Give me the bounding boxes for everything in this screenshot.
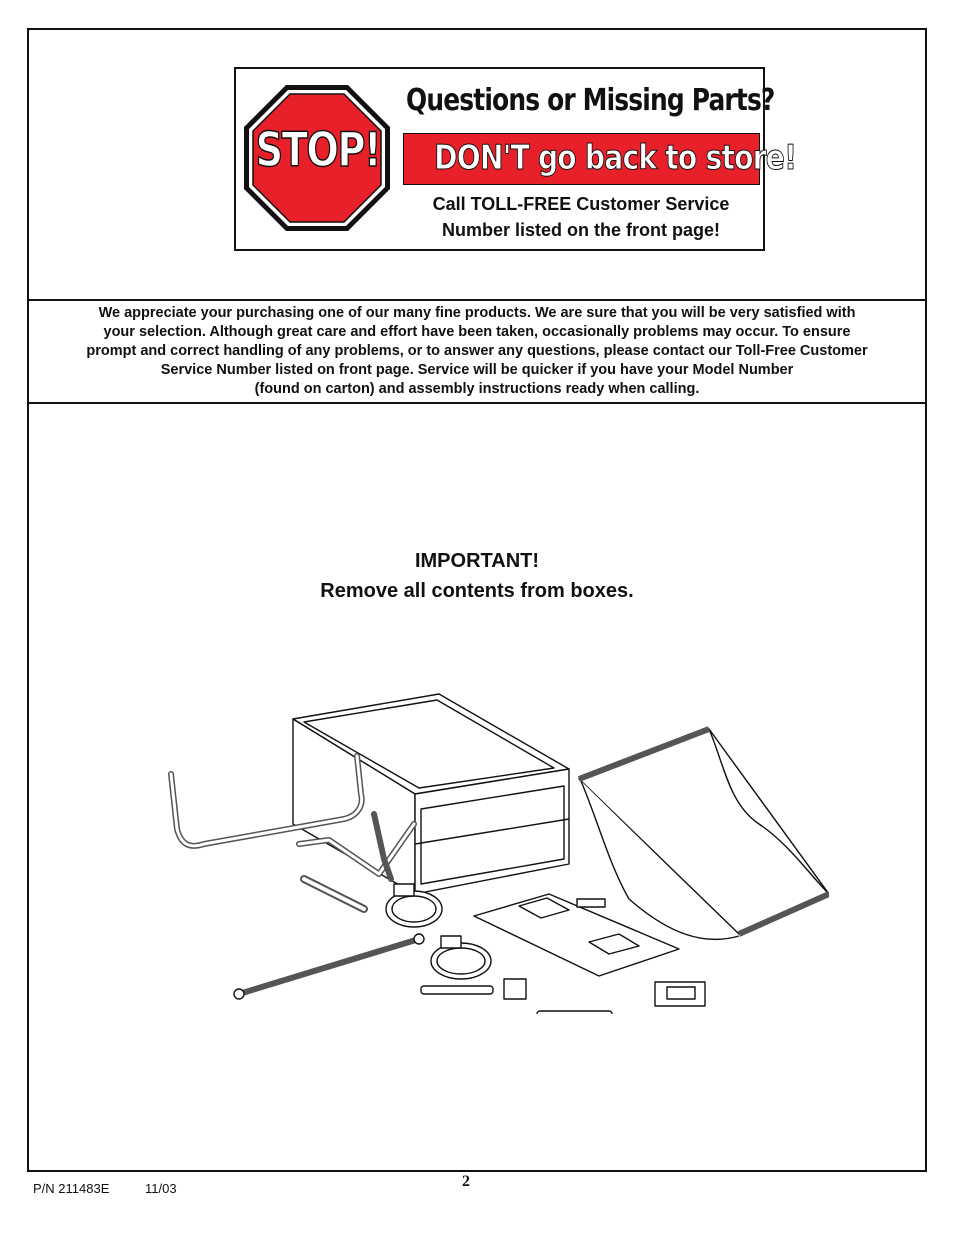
appreciation-line: (found on carton) and assembly instructions ready when calling.: [254, 381, 700, 397]
revision-date: 11/03: [145, 1181, 177, 1196]
important-subtitle: Remove all contents from boxes.: [320, 580, 634, 602]
appreciation-line: Service Number listed on front page. Service will be quicker if you have your Model Number: [160, 362, 794, 378]
appreciation-line: prompt and correct handling of any problems, or to answer any questions, please contact our Toll-Free Customer: [86, 343, 868, 359]
appreciation-line: your selection. Although great care and effort have been taken, occasionally problems may occur. To ensure: [103, 324, 851, 340]
box-contents-illustration: [129, 684, 829, 1014]
call-line-1: Call TOLL-FREE Customer Service: [432, 194, 730, 214]
appreciation-line: We appreciate your purchasing one of our many fine products. We are sure that you will be very satisfied with: [98, 305, 856, 321]
page-frame: [27, 28, 927, 1172]
important-title: IMPORTANT!: [414, 550, 540, 572]
stop-section: [29, 30, 925, 301]
stop-text: STOP!: [255, 123, 380, 178]
call-instructions: [396, 191, 766, 243]
important-notice: [29, 546, 925, 606]
appreciation-paragraph: [39, 304, 915, 399]
dont-go-back-text: DON'T go back to store!: [434, 138, 797, 178]
stop-banner: [234, 67, 797, 251]
appreciation-section: [29, 301, 925, 404]
part-number: P/N 211483E: [33, 1181, 110, 1196]
missing-parts-headline: Questions or Missing Parts?: [406, 83, 775, 118]
call-line-2: Number listed on the front page!: [441, 220, 720, 240]
page-number: 2: [462, 1173, 470, 1190]
dont-go-back-banner: [403, 133, 797, 185]
contents-section: [29, 404, 925, 1170]
